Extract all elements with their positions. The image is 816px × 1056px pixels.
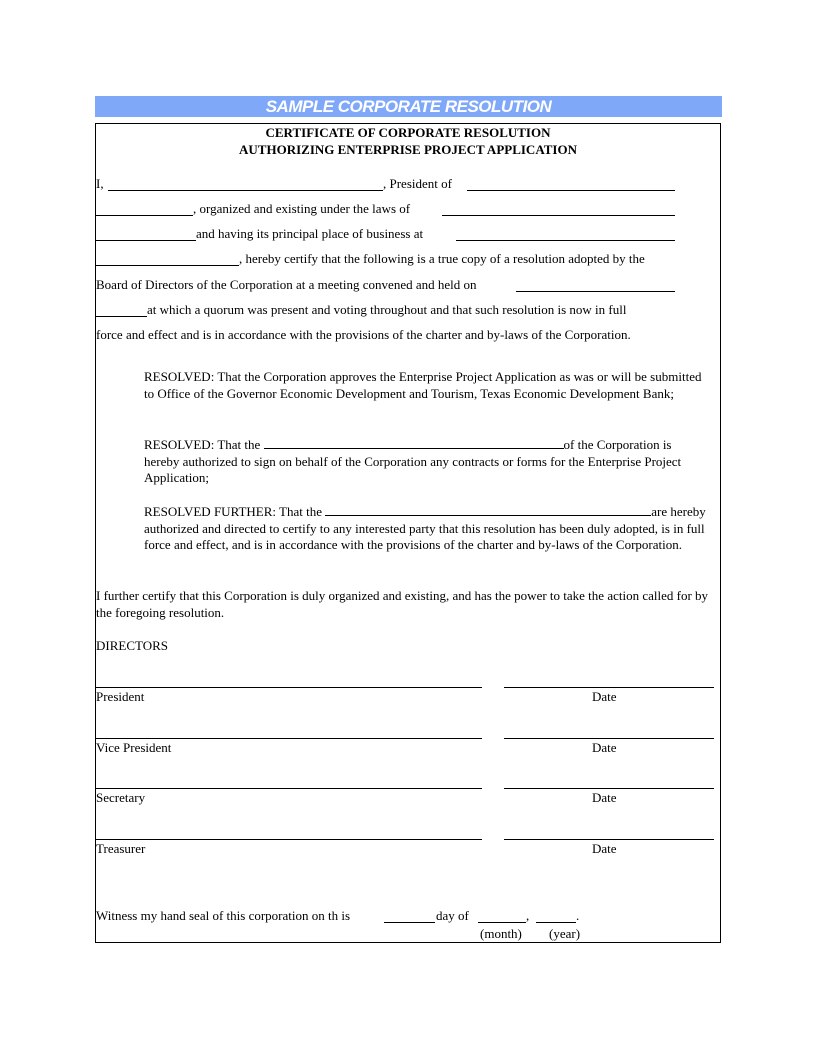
vice-president-date-line[interactable] [504,738,714,739]
signature-date-label: Date [592,841,617,856]
blank-state-field[interactable] [442,215,675,216]
certificate-subtitle: AUTHORIZING ENTERPRISE PROJECT APPLICATION [239,142,577,157]
month-label: (month) [480,926,522,941]
body-line-4: , hereby certify that the following is a true copy of a resolution adopted by the [239,251,645,266]
signature-role-secretary: Secretary [96,790,146,805]
blank-address-2-field[interactable] [96,265,239,266]
resolved-2-suffix: of the Corporation is hereby authorized to sign on behalf of the Corporation any contracts or forms for the Enterprise Project Application; [144,437,682,485]
treasurer-signature-line[interactable] [96,839,482,840]
body-line-1a: I, [96,176,104,191]
blank-authorized-officers-field[interactable] [325,503,651,516]
resolved-3-suffix: are hereby authorized and directed to certify to any interested party that this resolution has been duly adopted, is in full force and effect, and is in accordance with the provisions of the charter and by-laws of the Corporation. [144,504,706,552]
president-signature-line[interactable] [96,687,482,688]
resolved-2-prefix: RESOLVED: That the [144,437,261,452]
body-line-1b: , President of [383,176,452,191]
resolved-paragraph-3 [144,503,710,554]
blank-year-field[interactable] [536,922,576,923]
signature-role-treasurer: Treasurer [96,841,146,856]
directors-label: DIRECTORS [96,638,168,653]
witness-text: Witness my hand seal of this corporation on th is [96,908,351,923]
body-line-2: , organized and existing under the laws of [193,201,411,216]
body-line-7: force and effect and is in accordance with the provisions of the charter and by-laws of the Corporation. [96,327,631,342]
resolved-3-prefix: RESOLVED FURTHER: That the [144,504,322,519]
signature-date-label: Date [592,740,617,755]
president-date-line[interactable] [504,687,714,688]
signature-date-label: Date [592,689,617,704]
year-label: (year) [549,926,581,941]
blank-officer-title-field[interactable] [264,436,564,449]
witness-comma: , [526,908,530,923]
certificate-title: CERTIFICATE OF CORPORATE RESOLUTION [265,125,551,140]
further-certify-paragraph: I further certify that this Corporation is duly organized and existing, and has the power to take the action called for by the foregoing resolution. [96,588,709,620]
blank-line-3-field[interactable] [96,240,196,241]
blank-meeting-date-2-field[interactable] [96,316,147,317]
vice-president-signature-line[interactable] [96,738,482,739]
body-line-5: Board of Directors of the Corporation at a meeting convened and held on [96,277,477,292]
signature-role-vice-president: Vice President [96,740,172,755]
secretary-signature-line[interactable] [96,788,482,789]
blank-day-field[interactable] [384,922,435,923]
witness-period: . [576,908,580,923]
blank-name-field[interactable] [108,190,383,191]
blank-corp-name-2-field[interactable] [96,215,193,216]
resolved-paragraph-2 [144,436,710,487]
document-banner: SAMPLE CORPORATE RESOLUTION [95,96,722,117]
resolved-paragraph-1: RESOLVED: That the Corporation approves the Enterprise Project Application as was or will be submitted to Office of the Governor Economic Development and Tourism, Texas Economic Development Bank; [144,369,702,401]
blank-address-field[interactable] [456,240,675,241]
body-line-3: and having its principal place of business at [196,226,424,241]
body-line-6: at which a quorum was present and voting throughout and that such resolution is now in full [147,302,627,317]
blank-month-field[interactable] [478,922,526,923]
blank-meeting-date-field[interactable] [516,291,675,292]
signature-date-label: Date [592,790,617,805]
signature-role-president: President [96,689,145,704]
blank-corporation-field[interactable] [467,190,675,191]
secretary-date-line[interactable] [504,788,714,789]
treasurer-date-line[interactable] [504,839,714,840]
witness-day-of: day of [436,908,469,923]
